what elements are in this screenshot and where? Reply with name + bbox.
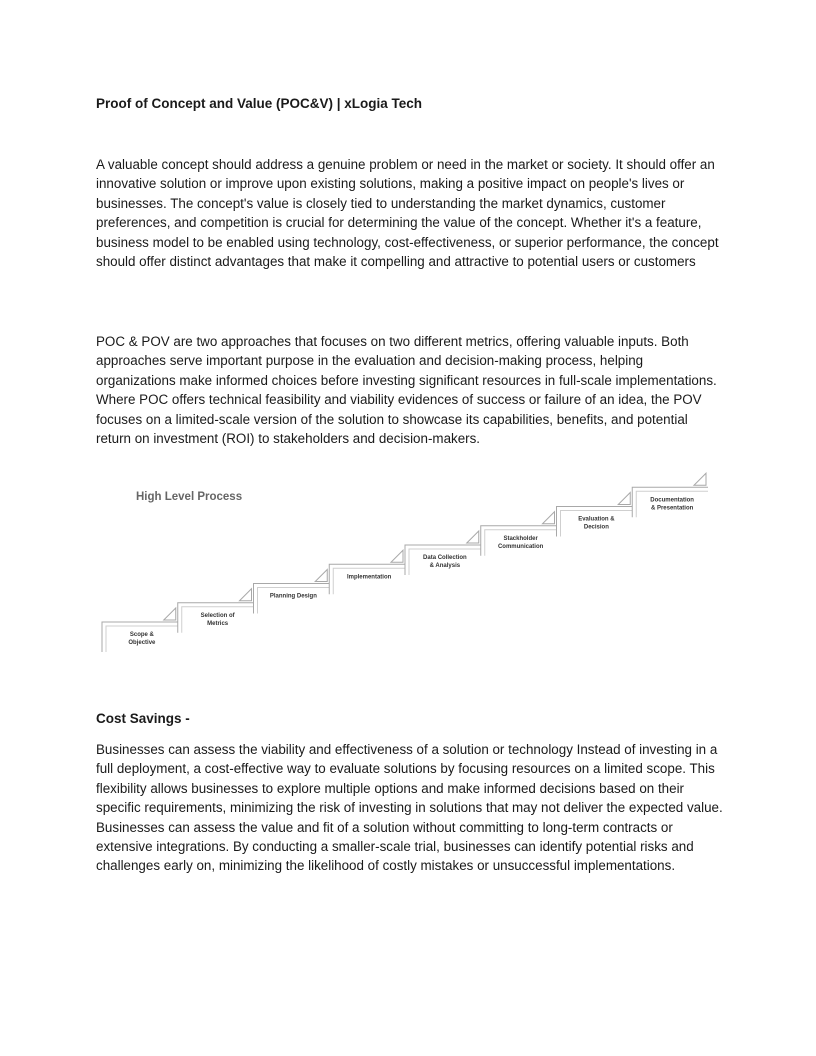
step-label-line1: Evaluation & (578, 516, 615, 523)
cost-savings-paragraph: Businesses can assess the viability and effectiveness of a solution or technology Instead of investing in a full deployment, a cost-effective way to evaluate solutions by focusing resources on a limited scope. This flexibility allows businesses to explore multiple options and make informed decisions based on their specific requirements, minimizing the risk of investing in solutions that may not deliver the expected value. Businesses can assess the value and fit of a solution without committing to long-term contracts or extensive integrations. By conducting a smaller-scale trial, businesses can identify potential risks and challenges early on, minimizing the likelihood of costly mistakes or unsuccessful implementations. (96, 742, 723, 874)
step-label-line2: & Analysis (429, 563, 461, 569)
step-label-line2: & Presentation (650, 505, 694, 512)
step-marker-icon (164, 608, 176, 620)
process-step-1 (102, 608, 178, 652)
step-label-line2: Decision (583, 524, 609, 531)
stair-inner-line (333, 568, 405, 594)
step-marker-icon (618, 493, 630, 505)
process-step-6 (481, 512, 557, 556)
stair-inner-line (182, 607, 254, 633)
step-marker-icon (467, 531, 479, 543)
stair-inner-line (636, 491, 708, 517)
step-marker-icon (694, 473, 706, 485)
step-label-line1: Data Collection (423, 555, 467, 561)
high-level-process-diagram (96, 462, 716, 672)
step-label-line1: Documentation (650, 497, 694, 504)
step-label-line2: Metrics (207, 620, 229, 627)
step-label-line1: Stackholder (503, 535, 538, 542)
process-step-5 (405, 531, 481, 575)
step-marker-icon (543, 512, 555, 524)
step-label-line2: Communication (497, 543, 544, 550)
step-label-line1: Scope & (129, 632, 154, 638)
process-step-4 (329, 550, 405, 594)
step-marker-icon (240, 589, 252, 601)
step-label-line1: Planning Design (269, 593, 317, 600)
poc-pov-paragraph: POC & POV are two approaches that focuses on two different metrics, offering valuable inputs. Both approaches serve important purpose in the evaluation and decision-making process, helping organizations make informed choices before investing significant resources in full-scale implementations. Where POC offers technical feasibility and viability evidences of success or failure of an idea, the POV focuses on a limited-scale version of the solution to showcase its capabilities, benefits, and potential return on investment (ROI) to stakeholders and decision-makers. (96, 334, 717, 447)
step-label-line1: Selection of (200, 612, 235, 619)
step-label-line1: Implementation (346, 574, 392, 581)
intro-paragraph: A valuable concept should address a genuine problem or need in the market or society. It should offer an innovative solution or improve upon existing solutions, making a positive impact on people's lives or businesses. The concept's value is closely tied to understanding the market dynamics, customer preferences, and competition is crucial for determining the value of the concept. Whether it's a feature, business model to be enabled using technology, cost-effectiveness, or superior performance, the concept should offer distinct advantages that make it compelling and attractive to potential users or customers (96, 157, 719, 270)
process-step-7 (557, 493, 633, 537)
stair-inner-line (409, 549, 481, 575)
diagram-title: High Level Process (136, 491, 243, 503)
process-step-8 (632, 473, 708, 517)
step-label-line2: Objective (128, 640, 156, 646)
step-marker-icon (315, 570, 327, 582)
stair-inner-line (258, 588, 330, 614)
process-step-2 (178, 589, 254, 633)
stair-inner-line (106, 626, 178, 652)
document-title: Proof of Concept and Value (POC&V) | xLogia Tech (96, 96, 423, 111)
stair-inner-line (485, 530, 557, 556)
stair-inner-line (561, 511, 633, 537)
process-staircase (96, 462, 716, 672)
process-step-3 (254, 570, 330, 614)
cost-savings-heading: Cost Savings - (96, 711, 190, 726)
step-marker-icon (391, 550, 403, 562)
